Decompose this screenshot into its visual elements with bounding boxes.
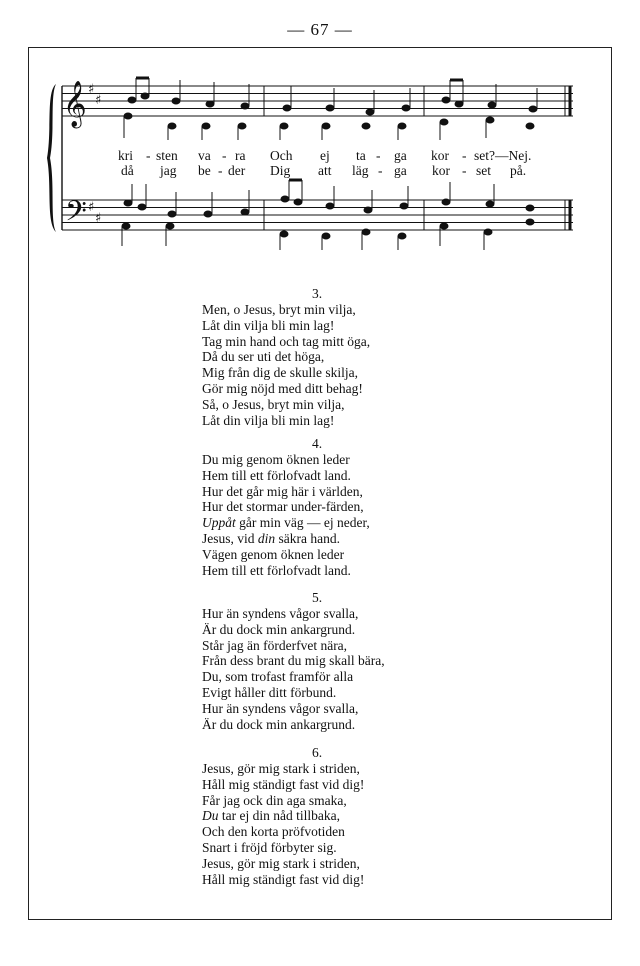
lyric-syllable: Dig — [270, 163, 291, 178]
verse-line: Jesus, gör mig stark i striden, — [202, 855, 360, 871]
verse-line: Då du ser uti det höga, — [202, 349, 325, 365]
lyric-syllable: ta — [356, 148, 366, 163]
verse-line: Hur än syndens vågor svalla, — [202, 700, 359, 716]
lyric-syllable: ga — [394, 163, 407, 178]
lyric-syllable: - — [376, 148, 381, 163]
lyric-syllable: Och — [270, 148, 293, 163]
verse-line: Hem till ett förlofvadt land. — [202, 562, 351, 578]
svg-text:♯: ♯ — [88, 200, 95, 215]
treble-clef-icon: 𝄞 — [63, 81, 87, 127]
verse-line: Får jag ock din aga smaka, — [202, 792, 347, 808]
verse-line: Håll mig ständigt fast vid dig! — [202, 871, 365, 887]
italic-word: din — [257, 530, 276, 546]
svg-text:♯: ♯ — [95, 93, 102, 108]
lyric-syllable: kri — [118, 148, 133, 163]
italic-word: Du — [202, 808, 219, 824]
verse-line: Snart i fröjd förbyter sig. — [202, 839, 337, 855]
verse-6 — [202, 745, 432, 887]
verse-line-text: Jesus, vid — [202, 530, 255, 546]
lyric-syllable: set — [476, 163, 491, 178]
verse-line-text: går min väg — ej neder, — [239, 515, 370, 531]
lyric-syllable: att — [318, 163, 332, 178]
verse-line — [202, 531, 432, 547]
lyric-syllable: läg — [352, 163, 369, 178]
lyric-syllable: - — [218, 163, 223, 178]
lyric-syllable: set?—Nej. — [474, 148, 532, 163]
lyric-syllable: sten — [156, 148, 178, 163]
verse-line: Står jag än förderfvet nära, — [202, 637, 348, 653]
verse-line: Är du dock min ankargrund. — [202, 621, 356, 637]
lyric-syllable: - — [378, 163, 383, 178]
lyric-syllable: ra — [235, 148, 246, 163]
lyric-syllable: då — [121, 163, 134, 178]
verse-line: Du mig genom öknen leder — [202, 452, 350, 467]
italic-word: Uppåt — [202, 515, 236, 531]
lyric-syllable: - — [146, 148, 151, 163]
lyric-syllable: be — [198, 163, 211, 178]
verse-line: Och den korta pröfvotiden — [202, 824, 345, 840]
verse-line: Är du dock min ankargrund. — [202, 716, 356, 732]
verse-line: Tag min hand och tag mitt öga, — [202, 333, 371, 349]
verse-line — [202, 515, 432, 531]
verse-line: Låt din vilja bli min lag! — [202, 412, 335, 428]
treble-notes — [128, 78, 537, 115]
lyric-syllable: kor — [431, 148, 449, 163]
lyric-syllable: jag — [160, 163, 177, 178]
verse-line-text: säkra hand. — [278, 530, 341, 546]
verse-4 — [202, 436, 432, 578]
page-number: — 67 — — [287, 20, 353, 39]
verse-line: Låt din vilja bli min lag! — [202, 317, 335, 333]
verse-3 — [202, 286, 432, 428]
verse-line — [202, 808, 432, 824]
lyrics-line-2 — [121, 163, 526, 178]
brace — [47, 84, 56, 232]
verse-line: Så, o Jesus, bryt min vilja, — [202, 396, 345, 412]
verse-line: Mig från dig de skulle skilja, — [202, 365, 358, 381]
verse-line-text: tar ej din nåd tillbaka, — [221, 808, 340, 824]
verse-line: Du, som trofast framför alla — [202, 669, 354, 685]
verse-number: 5. — [311, 590, 323, 605]
svg-text:♯: ♯ — [88, 82, 95, 97]
verse-line: Vägen genom öknen leder — [202, 546, 345, 562]
lyric-syllable: der — [228, 163, 246, 178]
verse-line: Hur det stormar under-färden, — [202, 499, 364, 515]
verse-line: Hur än syndens vågor svalla, — [202, 606, 359, 621]
verse-number: 6. — [311, 745, 323, 760]
lyric-syllable: va — [198, 148, 211, 163]
svg-text:♯: ♯ — [95, 211, 102, 226]
lyric-syllable: - — [462, 148, 467, 163]
lyric-syllable: kor — [432, 163, 450, 178]
lyric-syllable: ga — [394, 148, 407, 163]
verse-line: Hur det går mig här i världen, — [202, 483, 363, 499]
verse-line: Men, o Jesus, bryt min vilja, — [202, 302, 356, 317]
bass-clef-icon: 𝄢 — [65, 195, 87, 235]
verse-line: Hem till ett förlofvadt land. — [202, 467, 351, 483]
verse-line: Jesus, gör mig stark i striden, — [202, 761, 360, 776]
verse-line: Från dess brant du mig skall bära, — [202, 653, 385, 669]
verse-5 — [202, 590, 432, 732]
lyric-syllable: - — [462, 163, 467, 178]
verse-number: 3. — [311, 286, 323, 301]
lyric-syllable: ej — [320, 148, 330, 163]
verse-line: Evigt håller ditt förbund. — [202, 684, 337, 700]
verse-line: Håll mig ständigt fast vid dig! — [202, 776, 365, 792]
verse-number: 4. — [311, 436, 323, 451]
verse-line: Gör mig nöjd med ditt behag! — [202, 380, 363, 396]
lyric-syllable: på. — [510, 163, 527, 178]
lyrics-line-1 — [118, 148, 531, 163]
lyric-syllable: - — [222, 148, 227, 163]
music-score — [0, 0, 640, 270]
